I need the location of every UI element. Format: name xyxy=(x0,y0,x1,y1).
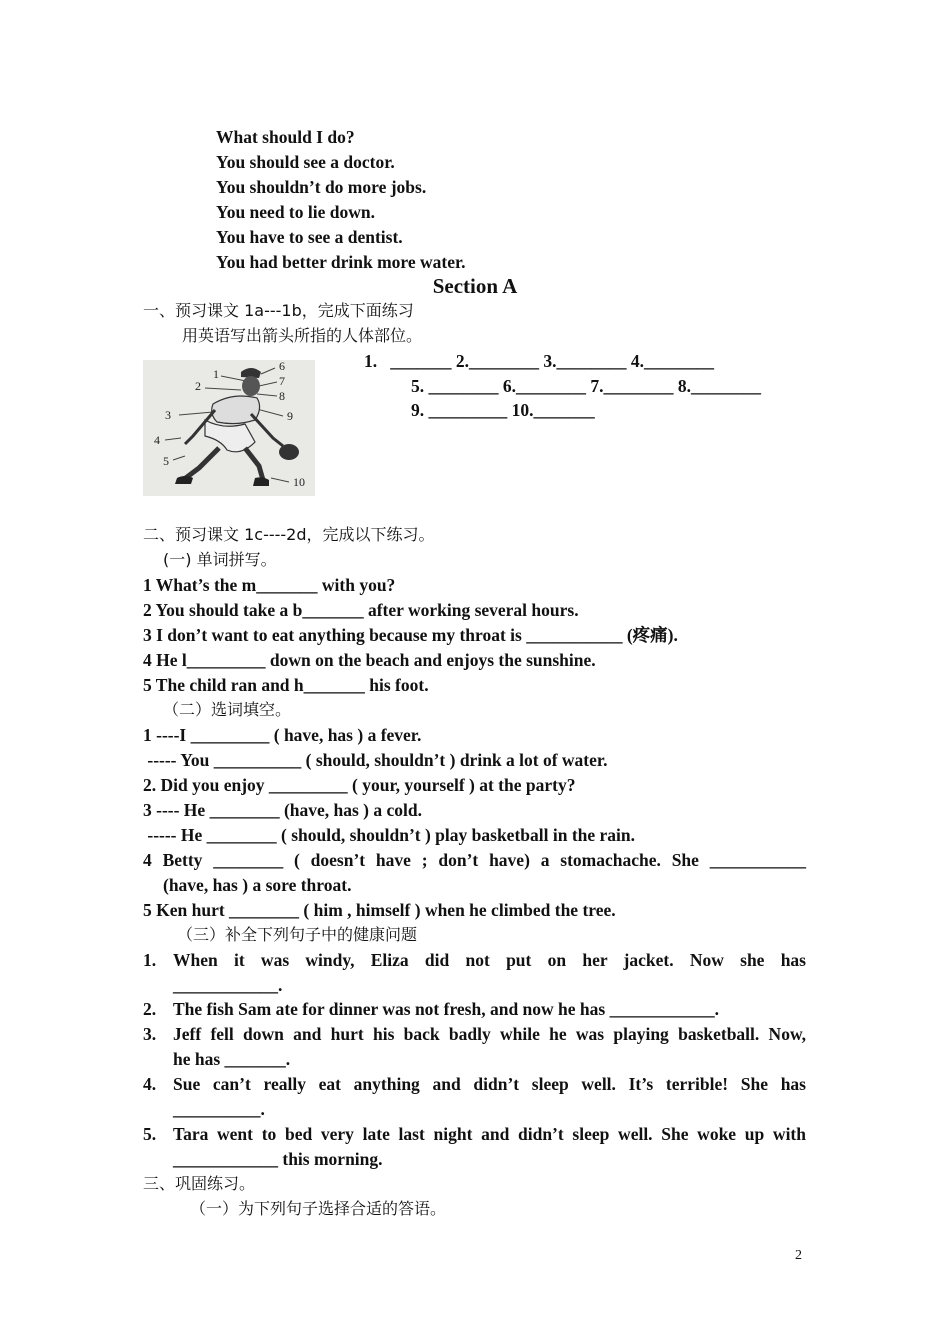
health-item-continued: __________. xyxy=(173,1099,265,1119)
health-item: The fish Sam ate for dinner was not fresh, and now he has ____________. xyxy=(173,999,719,1019)
intro-line: You shouldn’t do more jobs. xyxy=(216,177,427,197)
health-item-number: 1. xyxy=(143,950,157,970)
health-item-number: 4. xyxy=(143,1074,157,1094)
part2-sub2-heading: （二）选词填空。 xyxy=(163,700,292,719)
part1-instruction: 用英语写出箭头所指的人体部位。 xyxy=(182,326,423,345)
intro-line: You have to see a dentist. xyxy=(216,227,403,247)
part3-sub1-heading: （一）为下列句子选择合适的答语。 xyxy=(190,1199,447,1218)
figure-label: 7 xyxy=(279,374,285,388)
intro-line: You had better drink more water. xyxy=(216,252,466,272)
intro-line: What should I do? xyxy=(216,127,355,147)
choice-item: 5 Ken hurt ________ ( him , himself ) when he climbed the tree. xyxy=(143,900,616,920)
health-item: When it was windy, Eliza did not put on her jacket. Now she has xyxy=(173,950,806,970)
choice-item-continued: (have, has ) a sore throat. xyxy=(163,875,352,895)
figure-label: 1 xyxy=(213,367,219,381)
health-item: Jeff fell down and hurt his back badly while he was playing basketball. Now, xyxy=(173,1024,806,1044)
part2-heading: 二、预习课文 1c----2d，完成以下练习。 xyxy=(143,525,435,544)
figure-label: 8 xyxy=(279,389,285,403)
health-item: Tara went to bed very late last night and didn’t sleep well. She woke up with xyxy=(173,1124,806,1144)
figure-label: 4 xyxy=(154,433,160,447)
choice-item: 4 Betty ________ ( doesn’t have ; don’t have) a stomachache. She ___________ xyxy=(143,850,806,870)
spelling-item: 2 You should take a b_______ after working several hours. xyxy=(143,600,579,620)
part3-heading: 三、巩固练习。 xyxy=(143,1174,256,1193)
figure-label: 6 xyxy=(279,360,285,373)
health-item-number: 3. xyxy=(143,1024,157,1044)
choice-item: 1 ----I _________ ( have, has ) a fever. xyxy=(143,725,422,745)
choice-item: 3 ---- He ________ (have, has ) a cold. xyxy=(143,800,423,820)
spelling-item: 4 He l_________ down on the beach and enjoys the sunshine. xyxy=(143,650,596,670)
answer-row: 1. _______ 2.________ 3.________ 4.________ xyxy=(364,351,714,371)
choice-item: ----- He ________ ( should, shouldn’t ) play basketball in the rain. xyxy=(143,825,636,845)
part2-sub3-heading: （三）补全下列句子中的健康问题 xyxy=(177,925,418,944)
health-item-number: 2. xyxy=(143,999,157,1019)
figure-label: 3 xyxy=(165,408,171,422)
answer-row: 9. _________ 10._______ xyxy=(411,400,595,420)
choice-item: ----- You __________ ( should, shouldn’t ) drink a lot of water. xyxy=(143,750,608,770)
answer-row: 5. ________ 6.________ 7.________ 8.________ xyxy=(411,376,761,396)
page-number: 2 xyxy=(795,1248,802,1263)
health-item-continued: he has _______. xyxy=(173,1049,291,1069)
figure-label: 5 xyxy=(163,454,169,468)
health-item-continued: ____________ this morning. xyxy=(173,1149,383,1169)
part1-heading: 一、预习课文 1a---1b，完成下面练习 xyxy=(143,301,414,320)
section-title: Section A xyxy=(432,274,518,298)
spelling-item: 3 I don’t want to eat anything because my throat is ___________ (疼痛). xyxy=(143,625,678,645)
spelling-item: 1 What’s the m_______ with you? xyxy=(143,575,396,595)
figure-label: 9 xyxy=(287,409,293,423)
figure-label: 2 xyxy=(195,379,201,393)
health-item: Sue can’t really eat anything and didn’t sleep well. It’s terrible! She has xyxy=(173,1074,806,1094)
health-item-number: 5. xyxy=(143,1124,157,1144)
choice-item: 2. Did you enjoy _________ ( your, yourself ) at the party? xyxy=(143,775,576,795)
intro-line: You should see a doctor. xyxy=(216,152,395,172)
part2-sub1-heading: (一) 单词拼写。 xyxy=(163,550,277,569)
spelling-item: 5 The child ran and h_______ his foot. xyxy=(143,675,429,695)
baseball-player-figure xyxy=(143,360,315,496)
figure-label: 10 xyxy=(293,475,305,489)
intro-line: You need to lie down. xyxy=(216,202,375,222)
health-item-continued: ____________. xyxy=(173,975,283,995)
